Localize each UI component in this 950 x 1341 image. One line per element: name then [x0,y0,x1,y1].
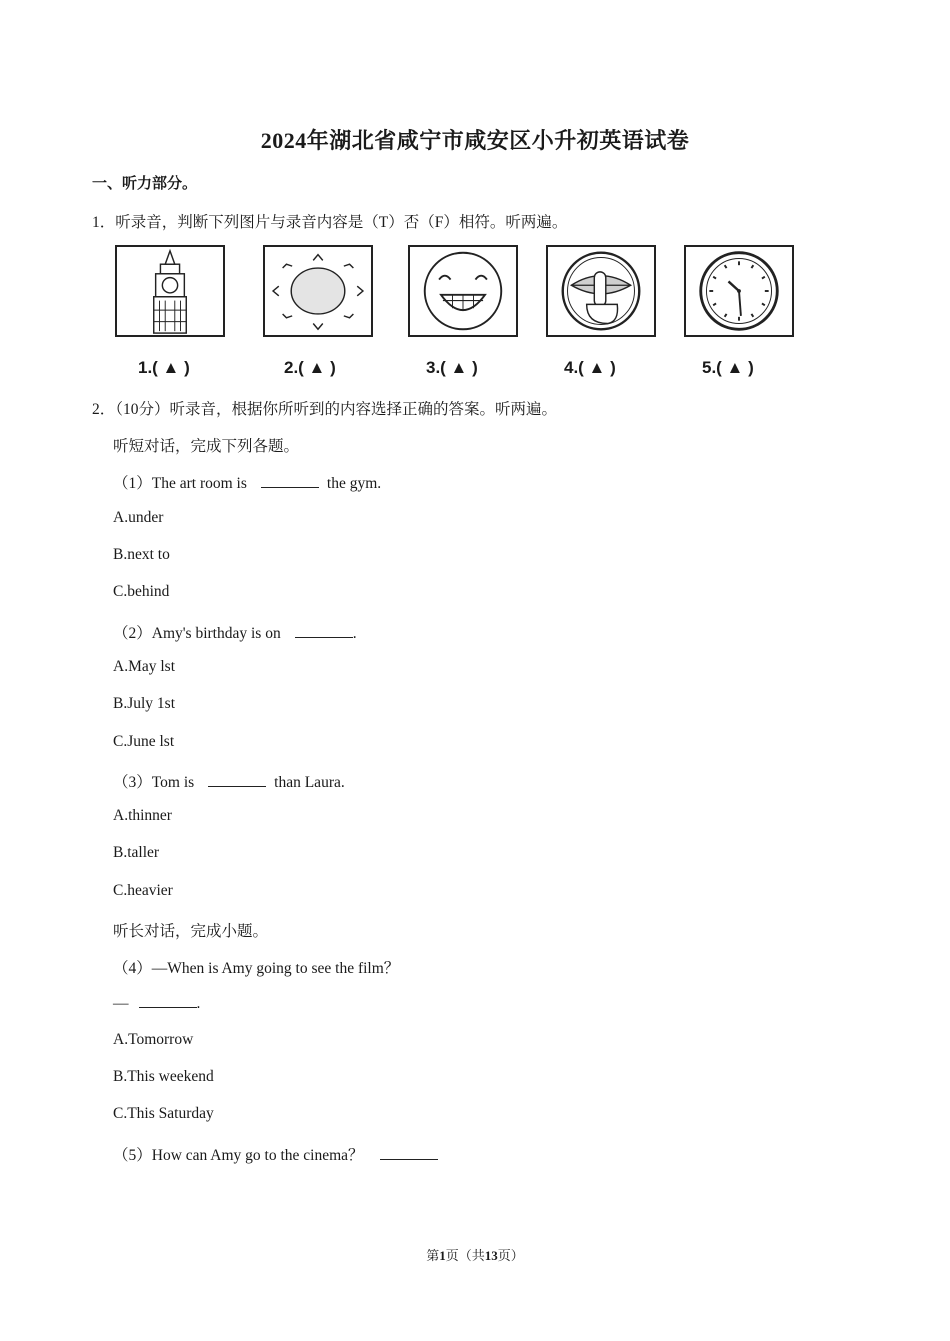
sub-question-3-text: （3）Tom is [113,774,195,791]
sub-question-4: （4）—When is Amy going to see the film？ [113,960,400,977]
answer-blank [139,993,197,1008]
sub-question-2-text: （2）Amy's birthday is on [113,625,281,642]
sub-question-3-tail: than Laura. [274,774,345,791]
picture-4 [546,245,656,337]
option: B.next to [113,546,170,563]
option: B.This weekend [113,1068,214,1085]
question-2-text: 2．（10分）听录音，根据你所听到的内容选择正确的答案。听两遍。 [92,401,558,418]
answer-label-1: 1.( ▲ ) [138,358,190,377]
sub-question-3 [113,770,345,792]
sun-icon [265,247,371,335]
section-heading: 一、听力部分。 [92,176,198,192]
option: C.heavier [113,882,173,899]
option: B.taller [113,844,160,861]
footer-text: 页（共 [445,1248,485,1263]
long-dialogue-intro: 听长对话，完成小题。 [113,923,269,940]
answer-blank [261,473,319,488]
option: A.under [113,509,164,526]
answer-blank [380,1145,438,1160]
answer-label-5: 5.( ▲ ) [702,358,754,377]
short-dialogue-intro: 听短对话，完成下列各题。 [113,438,300,455]
footer-text: 页） [497,1248,524,1263]
answer-label-4: 4.( ▲ ) [564,358,616,377]
sub-question-1-text: （1）The art room is [113,475,247,492]
big-ben-icon [117,247,223,335]
sub-question-4-answer [113,993,200,1013]
sub-question-5 [113,1143,438,1165]
answer-label-3: 3.( ▲ ) [426,358,478,377]
page-footer [0,1245,950,1264]
option: A.May lst [113,658,175,675]
page-number: 1 [439,1248,446,1263]
page-total: 13 [484,1248,498,1263]
footer-text: 第 [426,1248,440,1263]
answer-blank [295,623,353,638]
option: C.This Saturday [113,1105,214,1122]
option: C.behind [113,583,170,600]
sub-question-1 [113,471,381,493]
page-title: 2024年湖北省咸宁市咸安区小升初英语试卷 [260,128,690,153]
option: A.thinner [113,807,172,824]
sub-question-5-text: （5）How can Amy go to the cinema？ [113,1147,364,1164]
option: A.Tomorrow [113,1031,194,1048]
period: . [196,995,201,1012]
picture-3 [408,245,518,337]
option: B.July 1st [113,695,176,712]
clock-icon [686,247,792,335]
option: C.June lst [113,733,175,750]
quiet-gesture-icon [548,247,654,335]
smiley-face-icon [410,247,516,335]
sub-question-1-tail: the gym. [326,475,382,492]
picture-5 [684,245,794,337]
sub-question-2-tail: . [352,625,357,642]
answer-blank [208,772,266,787]
answer-label-2: 2.( ▲ ) [284,358,336,377]
question-1-text: 1．听录音，判断下列图片与录音内容是（T）否（F）相符。听两遍。 [92,214,568,231]
sub-question-2 [113,621,357,643]
picture-2 [263,245,373,337]
dash: — [113,995,129,1012]
picture-1 [115,245,225,337]
